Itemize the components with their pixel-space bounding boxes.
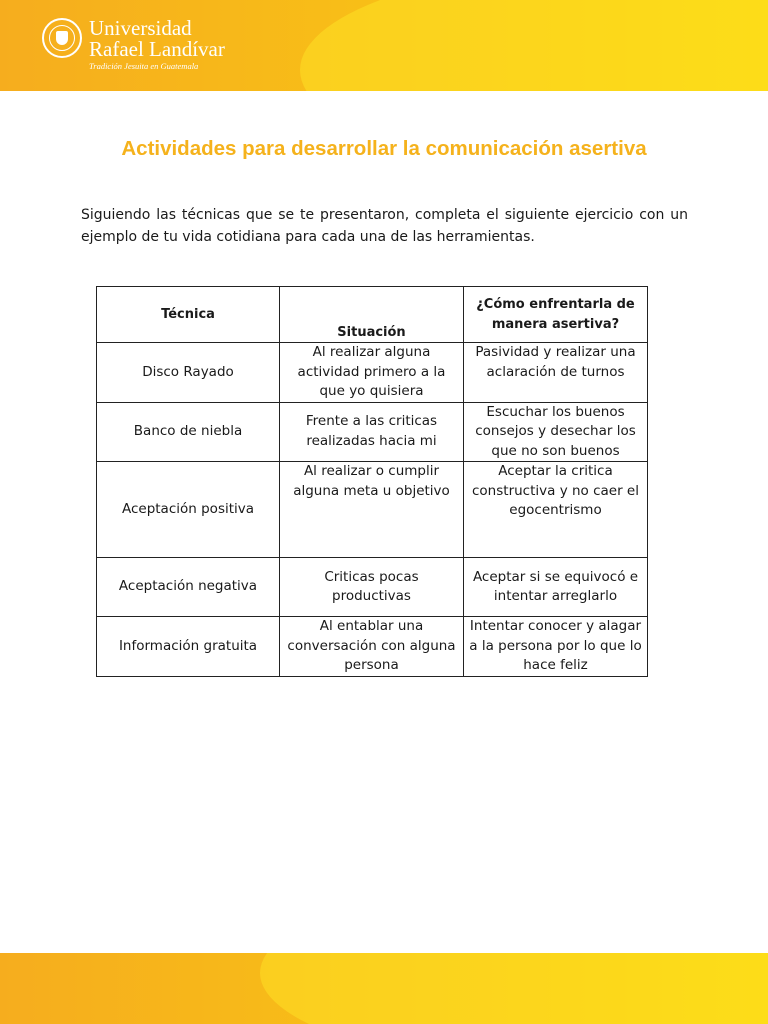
logo-line-1: Universidad [89, 16, 192, 40]
header-como-enfrentarla: ¿Cómo enfrentarla de manera asertiva? [464, 287, 648, 343]
logo-text [89, 18, 225, 72]
cell-situacion: Al realizar alguna actividad primero a la que yo quisiera [280, 343, 464, 403]
cell-situacion: Frente a las criticas realizadas hacia mi [280, 402, 464, 462]
cell-tecnica: Aceptación positiva [97, 462, 280, 558]
cell-como: Aceptar la critica constructiva y no caer el egocentrismo [464, 462, 648, 558]
table-row [97, 462, 648, 558]
document-title: Actividades para desarrollar la comunicación asertiva [121, 137, 647, 160]
footer-swoosh [260, 953, 768, 1024]
table-row [97, 558, 648, 617]
cell-situacion: Al entablar una conversación con alguna persona [280, 617, 464, 677]
header-situacion: Situación [280, 287, 464, 343]
header-tecnica: Técnica [97, 287, 280, 343]
cell-tecnica: Aceptación negativa [97, 558, 280, 617]
logo-tagline: Tradición Jesuita en Guatemala [89, 61, 199, 71]
cell-como: Intentar conocer y alagar a la persona por lo que lo hace feliz [464, 617, 648, 677]
university-logo [42, 18, 225, 72]
header-swoosh [300, 0, 768, 91]
cell-situacion: Criticas pocas productivas [280, 558, 464, 617]
table-row [97, 343, 648, 403]
table-row [97, 402, 648, 462]
logo-line-2: Rafael Landívar [89, 37, 225, 61]
techniques-table [96, 286, 648, 677]
cell-tecnica: Banco de niebla [97, 402, 280, 462]
cell-como: Aceptar si se equivocó e intentar arreglarlo [464, 558, 648, 617]
cell-tecnica: Disco Rayado [97, 343, 280, 403]
cell-situacion: Al realizar o cumplir alguna meta u objetivo [280, 462, 464, 558]
cell-tecnica: Información gratuita [97, 617, 280, 677]
table-row [97, 617, 648, 677]
footer-band [0, 953, 768, 1024]
university-seal-icon [42, 18, 82, 58]
instructions-paragraph: Siguiendo las técnicas que se te presentaron, completa el siguiente ejercicio con un ejemplo de tu vida cotidiana para cada una de las herramientas. [81, 207, 688, 245]
cell-como: Escuchar los buenos consejos y desechar los que no son buenos [464, 402, 648, 462]
header-band [0, 0, 768, 91]
table-header-row [97, 287, 648, 343]
cell-como: Pasividad y realizar una aclaración de turnos [464, 343, 648, 403]
